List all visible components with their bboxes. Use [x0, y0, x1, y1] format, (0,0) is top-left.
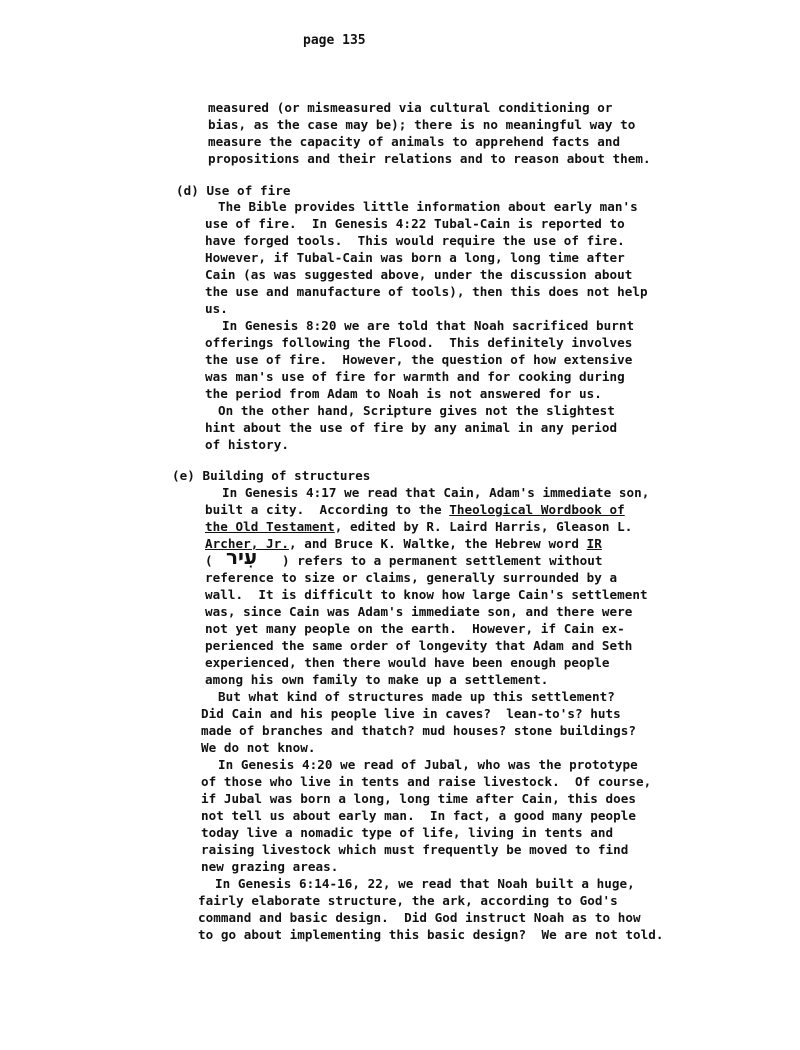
text-line: the period from Adam to Noah is not answered for us. — [205, 386, 602, 401]
text-segment: built a city. According to the — [205, 502, 450, 517]
text-line: The Bible provides little information about early man's — [218, 199, 638, 214]
text-line: the use of fire. However, the question of how extensive — [205, 352, 633, 367]
text-line — [205, 536, 602, 552]
text-line: was man's use of fire for warmth and for cooking during — [205, 369, 625, 384]
text-line: new grazing areas. — [201, 859, 339, 874]
text-line: have forged tools. This would require the use of fire. — [205, 233, 625, 248]
text-line: of history. — [205, 437, 289, 452]
text-line: In Genesis 6:14-16, 22, we read that Noah built a huge, — [215, 876, 635, 891]
text-line: But what kind of structures made up this settlement? — [218, 689, 615, 704]
text-line: Did Cain and his people live in caves? lean-to's? huts — [201, 706, 621, 721]
text-line: to go about implementing this basic design? We are not told. — [198, 927, 664, 942]
text-line: command and basic design. Did God instruct Noah as to how — [198, 910, 641, 925]
text-line: ) refers to a permanent settlement without — [282, 553, 603, 568]
text-line: bias, as the case may be); there is no meaningful way to — [208, 117, 636, 132]
author-name: Archer, Jr. — [205, 536, 289, 551]
text-line: us. — [205, 301, 228, 316]
text-line: On the other hand, Scripture gives not the slightest — [218, 403, 615, 418]
text-line: Cain (as was suggested above, under the discussion about — [205, 267, 633, 282]
text-line: measure the capacity of animals to apprehend facts and — [208, 134, 621, 149]
section-heading: (e) Building of structures — [172, 468, 371, 483]
text-line: use of fire. In Genesis 4:22 Tubal-Cain is reported to — [205, 216, 625, 231]
open-paren: ( — [205, 553, 213, 568]
text-line: We do not know. — [201, 740, 316, 755]
text-line: raising livestock which must frequently be moved to find — [201, 842, 629, 857]
text-line: among his own family to make up a settlement. — [205, 672, 549, 687]
text-line: fairly elaborate structure, the ark, according to God's — [198, 893, 618, 908]
text-line: In Genesis 4:20 we read of Jubal, who was the prototype — [218, 757, 638, 772]
page-number: page 135 — [303, 33, 366, 48]
book-title: Theological Wordbook of — [449, 502, 625, 517]
hebrew-word: עִיר — [226, 545, 258, 569]
text-line: measured (or mismeasured via cultural conditioning or — [208, 100, 613, 115]
section-heading: (d) Use of fire — [176, 183, 291, 198]
text-line: reference to size or claims, generally surrounded by a — [205, 570, 618, 585]
hebrew-transliteration: IR — [586, 536, 602, 551]
text-line: offerings following the Flood. This definitely involves — [205, 335, 633, 350]
text-line — [205, 502, 625, 518]
text-line — [205, 553, 213, 569]
text-line: today live a nomadic type of life, living in tents and — [201, 825, 614, 840]
text-segment: , and Bruce K. Waltke, the Hebrew word — [288, 536, 587, 551]
text-line: hint about the use of fire by any animal in any period — [205, 420, 618, 435]
text-line: if Jubal was born a long, long time after Cain, this does — [201, 791, 637, 806]
text-line: the use and manufacture of tools), then this does not help — [205, 284, 648, 299]
text-line: wall. It is difficult to know how large Cain's settlement — [205, 587, 648, 602]
text-line: perienced the same order of longevity that Adam and Seth — [205, 638, 633, 653]
text-line: not tell us about early man. In fact, a good many people — [201, 808, 637, 823]
text-line: was, since Cain was Adam's immediate son, and there were — [205, 604, 633, 619]
text-line: of those who live in tents and raise livestock. Of course, — [201, 774, 652, 789]
text-line: made of branches and thatch? mud houses? stone buildings? — [201, 723, 637, 738]
text-line: In Genesis 4:17 we read that Cain, Adam's immediate son, — [222, 485, 650, 500]
text-line: propositions and their relations and to reason about them. — [208, 151, 651, 166]
text-line: However, if Tubal-Cain was born a long, long time after — [205, 250, 625, 265]
text-line: experienced, then there would have been enough people — [205, 655, 610, 670]
text-segment: , edited by R. Laird Harris, Gleason L. — [334, 519, 633, 534]
text-line: In Genesis 8:20 we are told that Noah sacrificed burnt — [222, 318, 635, 333]
book-title: the Old Testament — [205, 519, 335, 534]
text-line: not yet many people on the earth. However, if Cain ex- — [205, 621, 625, 636]
text-line — [205, 519, 632, 535]
